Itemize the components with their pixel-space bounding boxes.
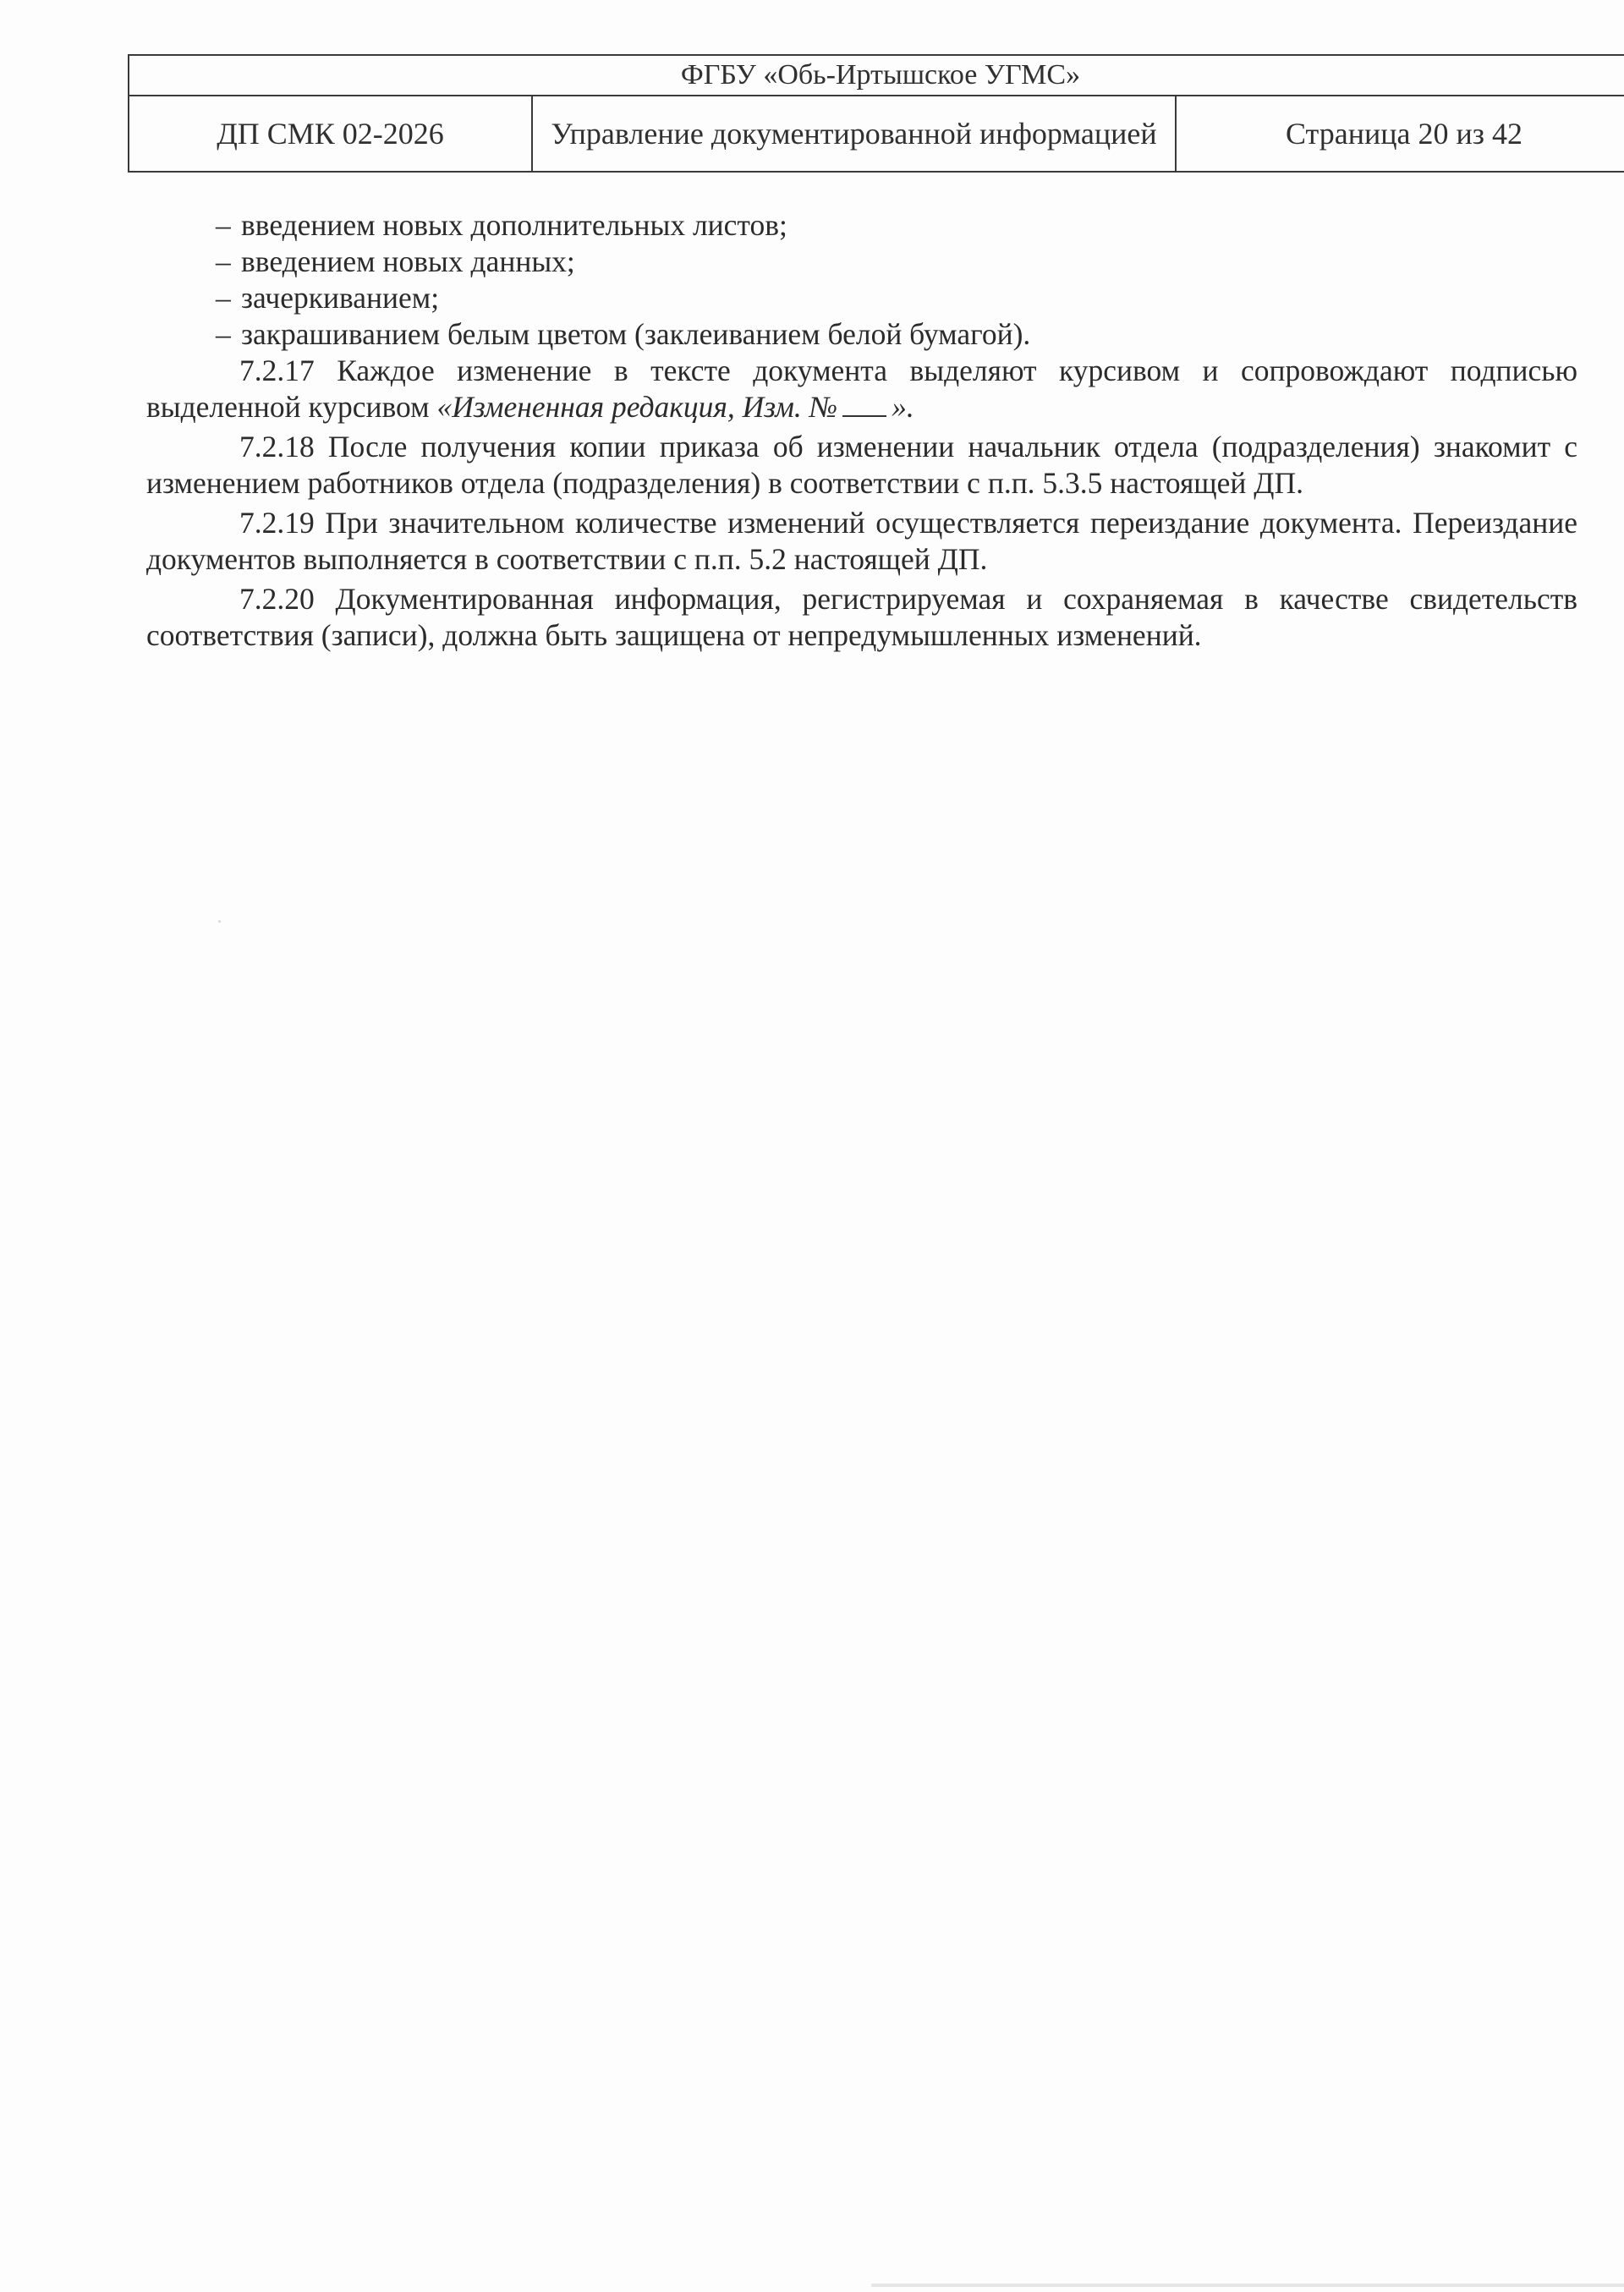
list-item-text: зачеркиванием; [241, 281, 440, 315]
document-body [146, 207, 1577, 654]
list-item [146, 280, 1577, 316]
list-item [146, 207, 1577, 244]
document-title: Управление документированной информацией [532, 96, 1176, 172]
italic-signature-open: «Измененная редакция, Изм. № [436, 390, 838, 424]
paragraph-7-2-18: 7.2.18 После получения копии приказа об изменении начальник отдела (подразделения) знакомит с изменением работников отдела (подразделения) в соответствии с п.п. 5.3.5 настоящей ДП. [146, 430, 1577, 500]
list-item-text: закрашиванием белым цветом (заклеиванием белой бумагой). [241, 317, 1031, 351]
bullet-dash: – [216, 317, 231, 351]
blank-underline [842, 414, 886, 417]
list-item [146, 244, 1577, 280]
bullet-dash: – [216, 208, 231, 242]
bullet-dash: – [216, 244, 231, 278]
paragraph-7-2-20: 7.2.20 Документированная информация, регистрируемая и сохраняемая в качестве свидетельств соответствия (записи), должна быть защищена от непредумышленных изменений. [146, 582, 1577, 652]
scan-artifact [218, 920, 221, 923]
paragraph-7-2-17 [146, 353, 1577, 425]
document-header-table [128, 54, 1624, 173]
list-item-text: введением новых данных; [241, 244, 575, 278]
bullet-dash: – [216, 281, 231, 315]
page-number: Страница 20 из 42 [1176, 96, 1624, 172]
paragraph-text: 7.2.17 Каждое изменение в тексте документа выделяют курсивом и сопровождают подписью выделенной курсивом [146, 354, 1577, 424]
scan-edge-line [871, 2284, 1624, 2287]
document-code: ДП СМК 02-2026 [129, 96, 532, 172]
list-item-text: введением новых дополнительных листов; [241, 208, 787, 242]
paragraph-7-2-19: 7.2.19 При значительном количестве изменений осуществляется переиздание документа. Переиздание документов выполняется в соответствии с п.п. 5.2 настоящей ДП. [146, 506, 1577, 576]
list-item [146, 316, 1577, 353]
italic-signature-close: ». [892, 390, 914, 424]
organization-name: ФГБУ «Обь-Иртышское УГМС» [129, 55, 1624, 96]
